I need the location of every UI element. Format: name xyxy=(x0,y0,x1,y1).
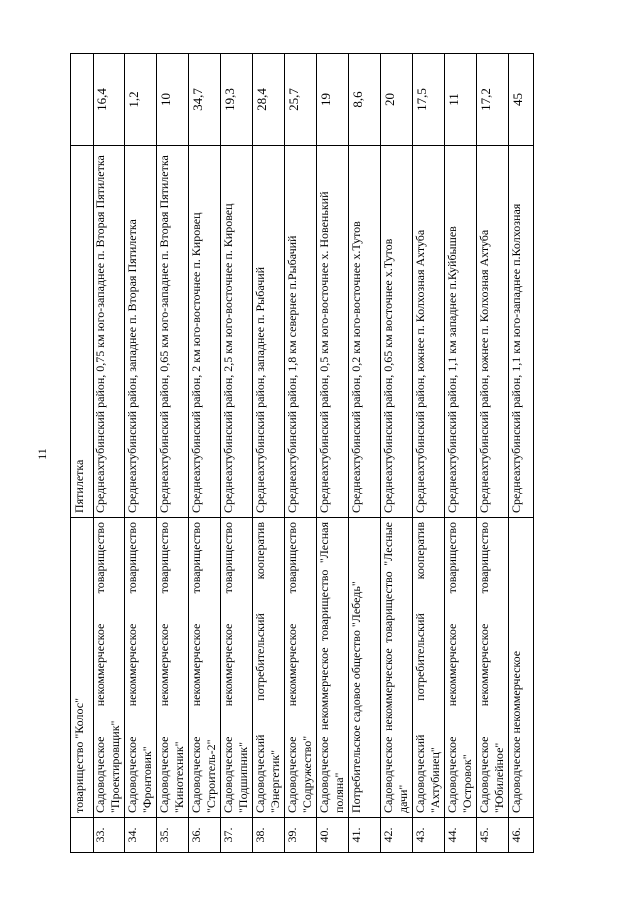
organization-name: Садоводческое некоммерческое товарищество "Содружество" xyxy=(284,518,316,818)
area-value xyxy=(220,53,252,146)
table-row xyxy=(188,53,221,853)
table-row xyxy=(70,53,94,853)
page-number: 11 xyxy=(35,448,49,460)
area-value xyxy=(348,53,380,146)
area-value xyxy=(252,53,284,146)
row-number: 43. xyxy=(412,818,444,853)
table-row xyxy=(252,53,285,853)
area-value xyxy=(284,53,316,146)
area-text: 1,2 xyxy=(126,91,141,108)
organization-name: Садоводческое некоммерческое xyxy=(508,518,533,818)
location: Среднеахтубинский район, 1,1 км западнее п.Куйбышев xyxy=(444,146,476,518)
table-row xyxy=(412,53,445,853)
area-text: 20 xyxy=(382,93,397,106)
organization-name: Садоводческое некоммерческое товарищество "Юбилейное" xyxy=(476,518,508,818)
location: Среднеахтубинский район, 0,2 км юго-восточнее х.Тутов xyxy=(348,146,380,518)
area-text: 8,6 xyxy=(350,91,365,108)
location: Среднеахтубинский район, 1,1 км юго-западнее п.Колхозная xyxy=(508,146,533,518)
area-value xyxy=(444,53,476,146)
area-text: 19,3 xyxy=(222,88,237,111)
organization-name: Потребительское садовое общество "Лебедь" xyxy=(348,518,380,818)
table-row xyxy=(124,53,157,853)
area-value xyxy=(316,53,348,146)
table-row xyxy=(220,53,253,853)
table-row xyxy=(444,53,477,853)
area-value xyxy=(508,53,533,146)
area-text: 34,7 xyxy=(190,88,205,111)
location: Среднеахтубинский район, 1,8 км севернее п.Рыбачий xyxy=(284,146,316,518)
organization-name: Садоводческое некоммерческое товарищество "Строитель-2" xyxy=(188,518,220,818)
area-text: 10 xyxy=(158,93,173,106)
table-row xyxy=(316,53,349,853)
table-row xyxy=(508,53,534,853)
organization-name: товарищество "Колос" xyxy=(71,518,93,818)
area-text: 19 xyxy=(318,93,333,106)
organization-name: Садоводческое некоммерческое товарищество "Подшипник" xyxy=(220,518,252,818)
row-number: 44. xyxy=(444,818,476,853)
table-row xyxy=(380,53,413,853)
area-text: 45 xyxy=(510,93,525,106)
location: Среднеахтубинский район, западнее п. Рыбачий xyxy=(252,146,284,518)
area-value xyxy=(476,53,508,146)
location: Среднеахтубинский район, южнее п. Колхозная Ахтуба xyxy=(476,146,508,518)
row-number: 36. xyxy=(188,818,220,853)
location: Среднеахтубинский район, 0,65 км юго-западнее п. Вторая Пятилетка xyxy=(156,146,188,518)
row-number: 40. xyxy=(316,818,348,853)
area-text: 17,2 xyxy=(478,88,493,111)
location: Среднеахтубинский район, 2,5 км юго-восточнее п. Кировец xyxy=(220,146,252,518)
location: Пятилетка xyxy=(71,146,93,518)
organization-name: Садоводческое некоммерческое товарищество "Островок" xyxy=(444,518,476,818)
table-row xyxy=(92,53,125,853)
allotments-table xyxy=(70,53,607,853)
organization-name: Садоводческий потребительский кооператив "Ахтубинец" xyxy=(412,518,444,818)
organization-name: Садоводческое некоммерческое товарищество "Кинотехник" xyxy=(156,518,188,818)
row-number: 42. xyxy=(380,818,412,853)
area-text: 16,4 xyxy=(94,88,109,111)
area-value xyxy=(188,53,220,146)
row-number: 37. xyxy=(220,818,252,853)
location: Среднеахтубинский район, 0,5 км юго-восточнее х. Новенький xyxy=(316,146,348,518)
location: Среднеахтубинский район, южнее п. Колхозная Ахтуба xyxy=(412,146,444,518)
row-number: 34. xyxy=(124,818,156,853)
table-row xyxy=(156,53,189,853)
location: Среднеахтубинский район, 0,75 км юго-западнее п. Вторая Пятилетка xyxy=(92,146,124,518)
area-text xyxy=(72,58,73,141)
row-number: 33. xyxy=(92,818,124,853)
organization-name: Садоводческое некоммерческое товарищество "Лесные дачи" xyxy=(380,518,412,818)
organization-name: Садоводческое некоммерческое товарищество "Фронтовик" xyxy=(124,518,156,818)
table-row xyxy=(348,53,381,853)
location: Среднеахтубинский район, 0,65 км восточнее х.Тутов xyxy=(380,146,412,518)
area-text: 11 xyxy=(446,93,461,106)
organization-name: Садоводческое некоммерческое товарищество "Лесная поляна" xyxy=(316,518,348,818)
area-value xyxy=(71,53,93,146)
table-row xyxy=(284,53,317,853)
row-number: 38. xyxy=(252,818,284,853)
organization-name: Садоводческий потребительский кооператив "Энергетик" xyxy=(252,518,284,818)
table-row xyxy=(476,53,509,853)
area-value xyxy=(92,53,124,146)
location: Среднеахтубинский район, 2 км юго-восточнее п. Кировец xyxy=(188,146,220,518)
area-value xyxy=(380,53,412,146)
row-number: 45. xyxy=(476,818,508,853)
area-value xyxy=(412,53,444,146)
area-text: 17,5 xyxy=(414,88,429,111)
row-number: 46. xyxy=(508,818,533,853)
area-value xyxy=(156,53,188,146)
row-number: 41. xyxy=(348,818,380,853)
location: Среднеахтубинский район, западнее п. Вторая Пятилетка xyxy=(124,146,156,518)
row-number: 39. xyxy=(284,818,316,853)
organization-name: Садоводческое некоммерческое товарищество "Проектировщик" xyxy=(92,518,124,818)
row-number: 35. xyxy=(156,818,188,853)
area-text: 28,4 xyxy=(254,88,269,111)
row-number xyxy=(71,818,93,853)
area-text: 25,7 xyxy=(286,88,301,111)
area-value xyxy=(124,53,156,146)
